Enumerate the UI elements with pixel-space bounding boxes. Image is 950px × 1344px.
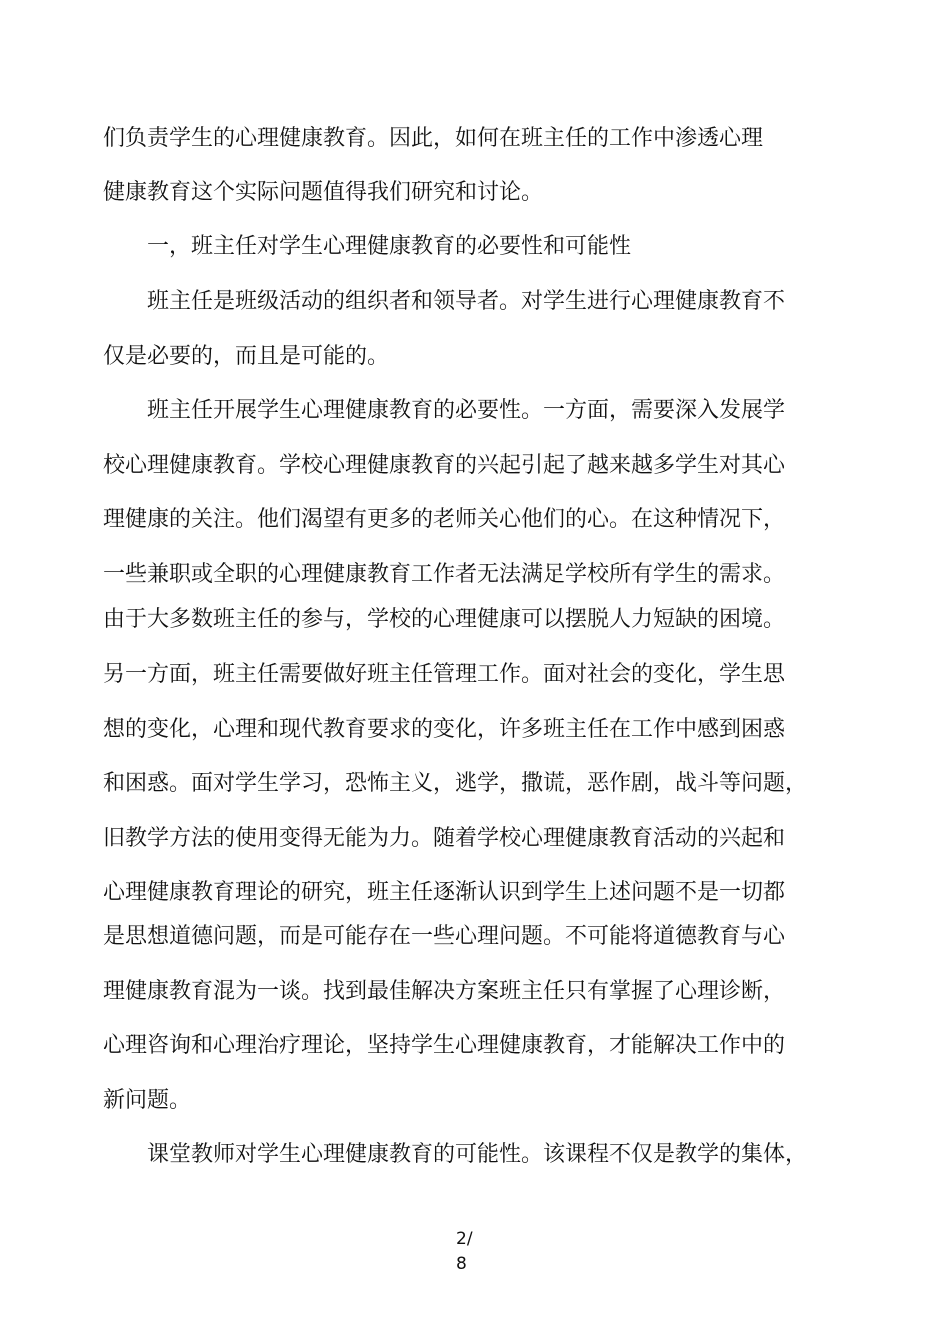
text-line: 理健康的关注。他们渴望有更多的老师关心他们的心。在这种情况下， — [103, 507, 786, 532]
text-line: 和困惑。面对学生学习，恐怖主义，逃学，撒谎，恶作剧，战斗等问题， — [103, 771, 808, 796]
text-line: 理健康教育混为一谈。找到最佳解决方案班主任只有掌握了心理诊断， — [103, 979, 786, 1004]
text-line: 课堂教师对学生心理健康教育的可能性。该课程不仅是教学的集体， — [147, 1142, 808, 1167]
text-line: 校心理健康教育。学校心理健康教育的兴起引起了越来越多学生对其心 — [103, 453, 786, 478]
text-line: 心理健康教育理论的研究，班主任逐渐认识到学生上述问题不是一切都 — [103, 880, 786, 905]
text-line: 由于大多数班主任的参与，学校的心理健康可以摆脱人力短缺的困境。 — [103, 607, 786, 632]
text-line: 想的变化，心理和现代教育要求的变化，许多班主任在工作中感到困惑 — [103, 717, 786, 742]
text-line: 班主任是班级活动的组织者和领导者。对学生进行心理健康教育不 — [147, 289, 786, 314]
section-heading: 一，班主任对学生心理健康教育的必要性和可能性 — [147, 234, 632, 259]
text-line: 们负责学生的心理健康教育。因此，如何在班主任的工作中渗透心理 — [103, 126, 764, 151]
text-line: 心理咨询和心理治疗理论，坚持学生心理健康教育，才能解决工作中的 — [103, 1033, 786, 1058]
text-line: 是思想道德问题，而是可能存在一些心理问题。不可能将道德教育与心 — [103, 924, 786, 949]
text-line: 班主任开展学生心理健康教育的必要性。一方面，需要深入发展学 — [147, 398, 786, 423]
text-line: 一些兼职或全职的心理健康教育工作者无法满足学校所有学生的需求。 — [103, 562, 786, 587]
text-line: 仅是必要的，而且是可能的。 — [103, 344, 390, 369]
text-line: 旧教学方法的使用变得无能为力。随着学校心理健康教育活动的兴起和 — [103, 826, 786, 851]
text-line: 健康教育这个实际问题值得我们研究和讨论。 — [103, 180, 544, 205]
page-number: 2/ 8 — [456, 1229, 473, 1274]
text-line: 新问题。 — [103, 1088, 192, 1113]
text-line: 另一方面，班主任需要做好班主任管理工作。面对社会的变化，学生思 — [103, 662, 786, 687]
